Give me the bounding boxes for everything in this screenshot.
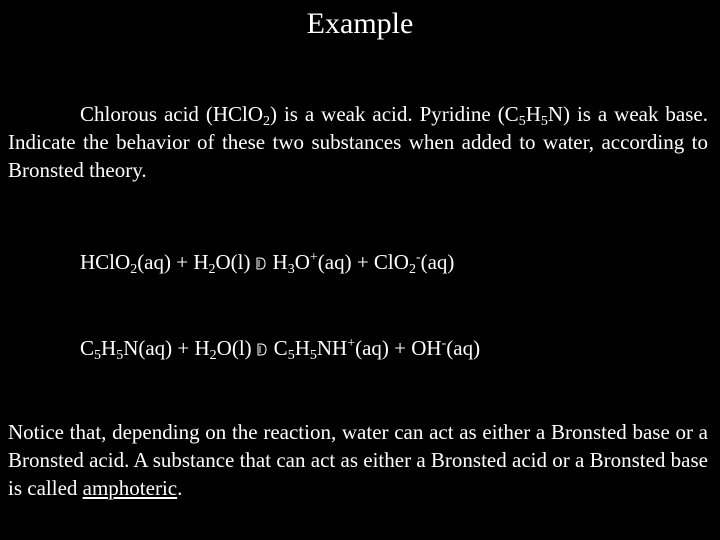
amphoteric-term: amphoteric: [82, 476, 178, 500]
notice-paragraph: [8, 418, 708, 502]
eq2-sub-f: 5: [309, 348, 317, 363]
intro-text-3: H: [525, 102, 541, 126]
eq1-sup-f: -: [415, 250, 421, 265]
intro-text-2: ) is a weak acid. Pyridine (C: [270, 102, 519, 126]
intro-text-1: Chlorous acid (HClO: [80, 102, 264, 126]
intro-paragraph: [8, 100, 708, 184]
eq2-part-b: H: [101, 336, 117, 360]
eq1-sub-a: 2: [130, 262, 138, 277]
intro-sub-3: 5: [540, 114, 548, 129]
eq1-part-c: O(l): [215, 250, 251, 274]
eq2-sub-e: 5: [287, 348, 295, 363]
eq2-sub-a: 5: [94, 348, 102, 363]
eq2-sup-g: +: [347, 336, 356, 351]
equilibrium-arrow-icon: [257, 343, 267, 356]
eq1-part-a: HClO: [80, 250, 131, 274]
intro-sub-1: 2: [263, 114, 271, 129]
eq2-sub-c: 2: [209, 348, 217, 363]
eq1-part-f: (aq) + ClO: [317, 250, 409, 274]
eq1-sup-e: +: [309, 250, 318, 265]
eq2-sup-h: -: [441, 336, 447, 351]
notice-text-1: Notice that, depending on the reaction, water can act as either a Bronsted base or a Bronsted acid. A substance that can act as either a Bronsted acid or a Bronsted base is called: [8, 420, 708, 500]
eq2-part-c: N(aq) + H: [123, 336, 210, 360]
intro-sub-2: 5: [518, 114, 526, 129]
eq2-part-e: C: [273, 336, 288, 360]
eq2-part-a: C: [80, 336, 95, 360]
slide-title: Example: [306, 7, 414, 40]
equation-hclo2: [80, 248, 454, 276]
eq1-sub-b: 2: [208, 262, 216, 277]
eq1-part-g: (aq): [420, 250, 455, 274]
equation-pyridine: [80, 334, 480, 362]
equilibrium-arrow-icon: [256, 257, 266, 270]
eq2-part-h: (aq) + OH: [355, 336, 442, 360]
eq2-part-g: NH: [316, 336, 348, 360]
eq2-sub-b: 5: [116, 348, 124, 363]
eq2-part-f: H: [294, 336, 310, 360]
intro-text-4: N) is a weak base. Indicate the behavior of these two substances when added to water, according to Bronsted theory.: [8, 102, 708, 182]
eq2-part-d: O(l): [216, 336, 252, 360]
eq1-sub-f: 2: [408, 262, 416, 277]
notice-text-2: .: [177, 476, 183, 500]
eq1-part-d: H: [272, 250, 288, 274]
eq1-sub-d: 3: [287, 262, 295, 277]
eq2-part-i: (aq): [446, 336, 481, 360]
eq1-part-b: (aq) + H: [137, 250, 209, 274]
eq1-part-e: O: [294, 250, 310, 274]
